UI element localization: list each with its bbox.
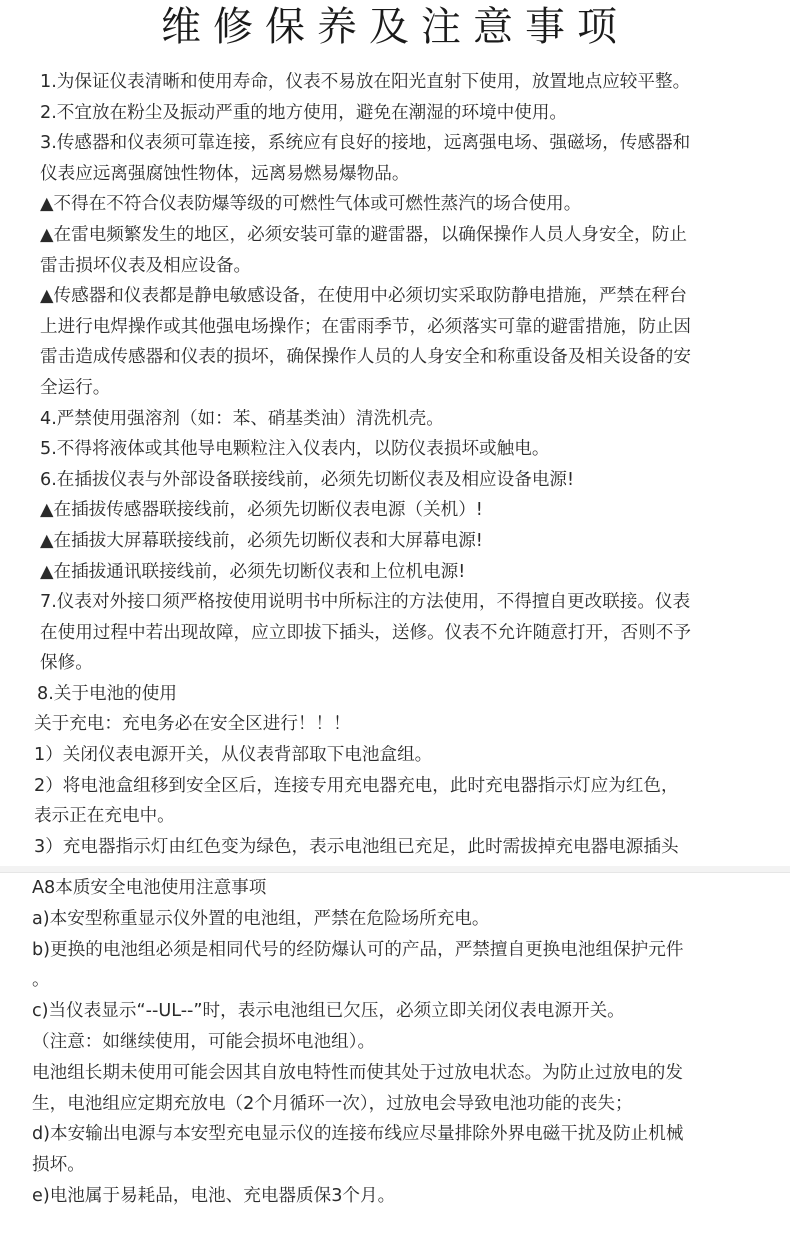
warning-line: ▲不得在不符合仪表防爆等级的可燃性气体或可燃性蒸汽的场合使用。 xyxy=(40,194,582,215)
warning-line: ▲传感器和仪表都是静电敏感设备，在使用中必须切实采取防静电措施，严禁在秤台 xyxy=(40,286,687,307)
text-line: b)更换的电池组必须是相同代号的经防爆认可的产品，严禁擅自更换电池组保护元件 xyxy=(32,939,684,960)
text-line: 仪表应远离强腐蚀性物体，远离易燃易爆物品。 xyxy=(40,163,410,184)
text-line: （注意：如继续使用，可能会损坏电池组）。 xyxy=(32,1031,376,1052)
text-line: c)当仪表显示“--UL--”时，表示电池组已欠压，必须立即关闭仪表电源开关。 xyxy=(32,1001,625,1022)
text-line: 2.不宜放在粉尘及振动严重的地方使用，避免在潮湿的环境中使用。 xyxy=(40,102,568,123)
text-line: 1.为保证仪表清晰和使用寿命，仪表不易放在阳光直射下使用，放置地点应较平整。 xyxy=(40,72,691,92)
text-line: 2）将电池盒组移到安全区后，连接专用充电器充电，此时充电器指示灯应为红色， xyxy=(34,775,679,796)
text-line: 上进行电焊操作或其他强电场操作；在雷雨季节，必须落实可靠的避雷措施，防止因 xyxy=(40,316,691,337)
text-line: 生，电池组应定期充放电（2个月循环一次），过放电会导致电池功能的丧失； xyxy=(32,1093,633,1114)
text-line: 1）关闭仪表电源开关，从仪表背部取下电池盒组。 xyxy=(34,745,433,766)
warning-line: ▲在插拔传感器联接线前，必须先切断仪表电源（关机）! xyxy=(40,500,483,521)
section-heading: A8本质安全电池使用注意事项 xyxy=(32,878,267,898)
warning-line: ▲在插拔通讯联接线前，必须先切断仪表和上位机电源! xyxy=(40,561,466,582)
maintenance-notes xyxy=(34,67,780,862)
battery-notes xyxy=(32,873,782,1212)
text-line: 4.严禁使用强溶剂（如：苯、硝基类油）清洗机壳。 xyxy=(40,408,444,429)
text-line: 电池组长期未使用可能会因其自放电特性而使其处于过放电状态。为防止过放电的发 xyxy=(32,1062,683,1083)
text-line: e)电池属于易耗品，电池、充电器质保3个月。 xyxy=(32,1185,396,1206)
text-line: 雷击造成传感器和仪表的损坏，确保操作人员的人身安全和称重设备及相关设备的安 xyxy=(40,347,691,368)
text-line: 3.传感器和仪表须可靠连接，系统应有良好的接地，远离强电场、强磁场，传感器和 xyxy=(40,133,691,154)
text-line: 损坏。 xyxy=(32,1155,85,1176)
text-line: 全运行。 xyxy=(40,377,111,398)
text-line: 6.在插拔仪表与外部设备联接线前，必须先切断仪表及相应设备电源! xyxy=(40,469,575,490)
battery-heading: 8.关于电池的使用 xyxy=(37,683,177,704)
text-line: a)本安型称重显示仪外置的电池组，严禁在危险场所充电。 xyxy=(32,908,490,929)
text-line: 保修。 xyxy=(40,653,93,674)
text-line: 雷击损坏仪表及相应设备。 xyxy=(40,255,252,276)
text-line: 3）充电器指示灯由红色变为绿色，表示电池组已充足，此时需拔掉充电器电源插头 xyxy=(34,836,679,857)
text-line: 表示正在充电中。 xyxy=(34,806,175,827)
text-line: d)本安输出电源与本安型充电显示仪的连接布线应尽量排除外界电磁干扰及防止机械 xyxy=(32,1124,684,1145)
section-divider xyxy=(0,866,790,873)
text-line: 5.不得将液体或其他导电颗粒注入仪表内，以防仪表损坏或触电。 xyxy=(40,439,550,460)
page-title: 维修保养及注意事项 xyxy=(161,4,629,50)
text-line: 关于充电：充电务必在安全区进行！！！ xyxy=(34,714,351,735)
warning-line: ▲在雷电频繁发生的地区，必须安装可靠的避雷器，以确保操作人员人身安全，防止 xyxy=(40,224,687,245)
text-line: 7.仪表对外接口须严格按使用说明书中所标注的方法使用，不得擅自更改联接。仪表 xyxy=(40,592,691,613)
warning-line: ▲在插拔大屏幕联接线前，必须先切断仪表和大屏幕电源! xyxy=(40,530,483,551)
text-line: 。 xyxy=(32,970,50,991)
text-line: 在使用过程中若出现故障，应立即拔下插头，送修。仪表不允许随意打开，否则不予 xyxy=(40,622,691,643)
